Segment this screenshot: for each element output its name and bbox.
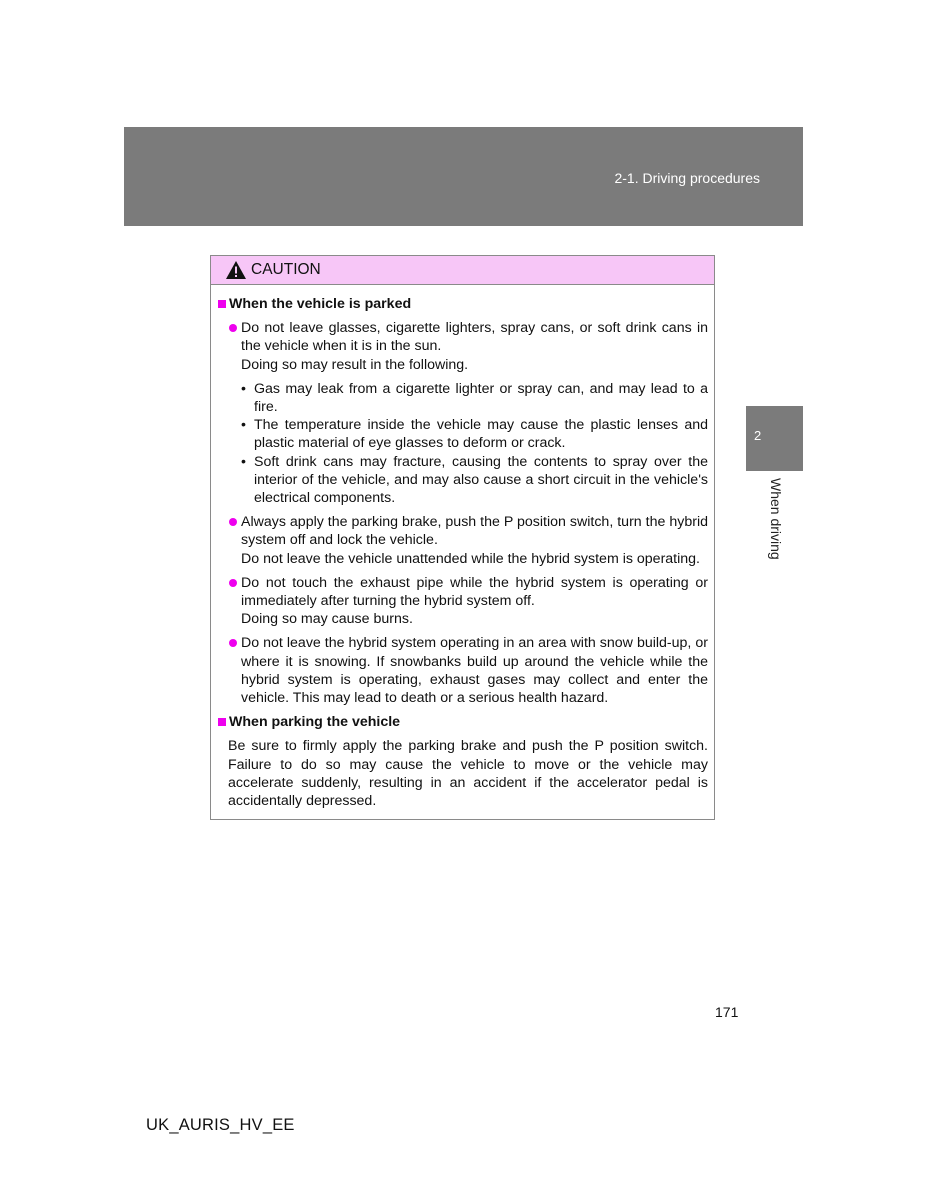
caution-title: CAUTION [251, 261, 321, 278]
warning-triangle-icon [225, 260, 247, 280]
circle-bullet-icon [229, 518, 237, 526]
list-item [217, 319, 708, 507]
square-bullet-icon [218, 718, 226, 726]
page-number: 171 [715, 1004, 739, 1020]
item-text: Always apply the parking brake, push the P position switch, turn the hybrid system off and lock the vehicle. [241, 514, 708, 549]
caution-body [211, 285, 714, 810]
list-item [217, 574, 708, 629]
list-item [217, 634, 708, 707]
item-note: Do not leave the vehicle unattended while the hybrid system is operating. [241, 550, 701, 567]
chapter-number: 2 [754, 428, 762, 443]
square-bullet-icon [218, 300, 226, 308]
item-note: Doing so may cause burns. [241, 611, 413, 628]
sub-list [241, 380, 708, 507]
item-text: Do not touch the exhaust pipe while the hybrid system is operating or immediately after turning the hybrid system off. [241, 574, 708, 610]
caution-header [211, 256, 714, 285]
sub-list-item: • The temperature inside the vehicle may cause the plastic lenses and plastic material of eye glasses to deform or crack. [241, 417, 708, 452]
section-heading: When the vehicle is parked [217, 295, 708, 313]
section-paragraph: Be sure to firmly apply the parking brake and push the P position switch. Failure to do so may cause the vehicle to move or the vehicle may accelerate suddenly, resulting in an accident if the accelerator pedal is accidentally depressed. [228, 738, 708, 810]
footer-code: UK_AURIS_HV_EE [146, 1116, 295, 1134]
item-text: Do not leave glasses, cigarette lighters, spray cans, or soft drink cans in the vehicle when it is in the sun. [241, 320, 708, 355]
section-title: 2-1. Driving procedures [614, 170, 760, 186]
circle-bullet-icon [229, 324, 237, 332]
sub-list-item: • Gas may leak from a cigarette lighter or spray can, and may lead to a fire. [241, 380, 708, 416]
sub-list-item: • Soft drink cans may fracture, causing the contents to spray over the interior of the vehicle, and may also cause a short circuit in the vehicle's electrical components. [241, 453, 708, 507]
chapter-label: When driving [768, 478, 784, 560]
circle-bullet-icon [229, 639, 237, 647]
chapter-tab [746, 406, 803, 471]
item-text: Do not leave the hybrid system operating in an area with snow build-up, or where it is snowing. If snowbanks build up around the vehicle while the hybrid system is operating, exhaust gases may collect and enter the vehicle. This may lead to death or a serious health hazard. [241, 635, 708, 707]
caution-box [210, 255, 715, 820]
list-item [217, 513, 708, 568]
section-heading: When parking the vehicle [217, 713, 708, 731]
chapter-header-band [124, 127, 803, 226]
circle-bullet-icon [229, 579, 237, 587]
item-note: Doing so may result in the following. [241, 356, 469, 373]
